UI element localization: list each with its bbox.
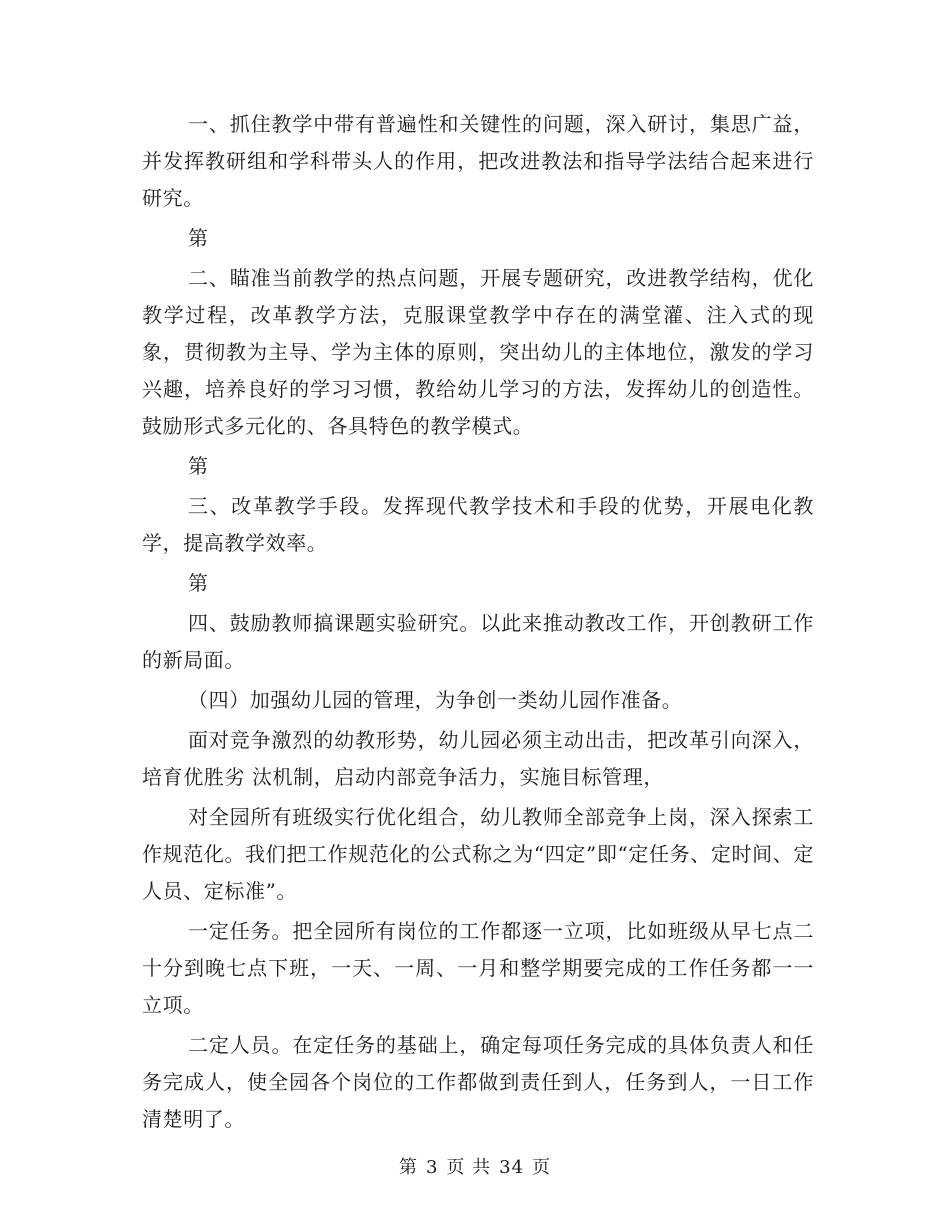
page-footer	[0, 1153, 950, 1179]
footer-prefix: 第	[398, 1157, 418, 1178]
paragraph: 一、抓住教学中带有普遍性和关键性的问题，深入研讨，集思广益，并发挥教研组和学科带头人的作用，把改进教法和指导学法结合起来进行研究。	[142, 112, 814, 210]
footer-middle: 页 共	[446, 1157, 492, 1178]
current-page-number: 3	[425, 1157, 439, 1178]
paragraph: 一定任务。把全园所有岗位的工作都逐一立项，比如班级从早七点二十分到晚七点下班，一天、一周、一月和整学期要完成的工作任务都一一立项。	[142, 919, 814, 1017]
paragraph: （四）加强幼儿园的管理，为争创一类幼儿园作准备。	[188, 688, 683, 712]
paragraph: 第	[188, 226, 209, 250]
footer-suffix: 页	[532, 1157, 552, 1178]
paragraph: 对全园所有班级实行优化组合，幼儿教师全部竞争上岗，深入探索工作规范化。我们把工作规范化的公式称之为“四定”即“定任务、定时间、定人员、定标准”。	[142, 805, 814, 903]
paragraph: 面对竞争激烈的幼教形势，幼儿园必须主动出击，把改革引向深入，培育优胜劣 汰机制，启动内部竞争活力，实施目标管理，	[142, 728, 814, 789]
total-page-count: 34	[499, 1157, 525, 1178]
paragraph: 四、鼓励教师搞课题实验研究。以此来推动教改工作，开创教研工作的新局面。	[142, 611, 814, 672]
paragraph: 二定人员。在定任务的基础上，确定每项任务完成的具体负责人和任务完成人，使全园各个岗位的工作都做到责任到人，任务到人，一日工作清楚明了。	[142, 1033, 814, 1131]
document-body	[142, 106, 814, 1138]
paragraph: 二、瞄准当前教学的热点问题，开展专题研究，改进教学结构，优化教学过程，改革教学方法，克服课堂教学中存在的满堂灌、注入式的现象，贯彻教为主导、学为主体的原则，突出幼儿的主体地位，激发的学习兴趣，培养良好的学习习惯，教给幼儿学习的方法，发挥幼儿的创造性。鼓励形式多元化的、各具特色的教学模式。	[142, 266, 814, 438]
paragraph: 第	[188, 571, 209, 595]
paragraph: 第	[188, 454, 209, 478]
paragraph: 三、改革教学手段。发挥现代教学技术和手段的优势，开展电化教学，提高教学效率。	[142, 494, 814, 555]
